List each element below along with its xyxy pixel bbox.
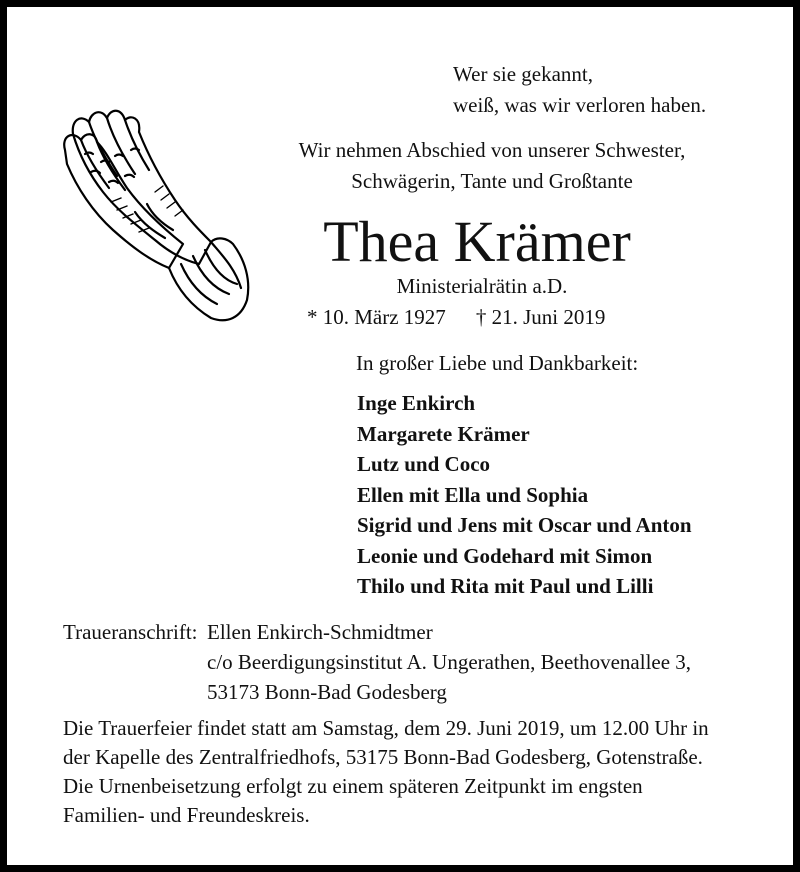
ceremony-line: Familien- und Freundeskreis. <box>63 803 310 827</box>
mourner-name: Inge Enkirch <box>357 391 476 415</box>
mourner-name: Lutz und Coco <box>357 452 491 476</box>
death-date: † 21. Juni 2019 <box>475 305 606 329</box>
gratitude-line: In großer Liebe und Dankbarkeit: <box>356 351 639 375</box>
ceremony-text <box>63 714 763 830</box>
ceremony-line: Die Urnenbeisetzung erfolgt zu einem späteren Zeitpunkt im engsten <box>63 774 643 798</box>
deceased-name: Thea Krämer <box>323 209 631 274</box>
ceremony-line: Die Trauerfeier findet statt am Samstag, dem 29. Juni 2019, um 12.00 Uhr in <box>63 716 709 740</box>
intro-line-2: Schwägerin, Tante und Großtante <box>351 169 633 193</box>
ceremony-line: der Kapelle des Zentralfriedhofs, 53175 Bonn-Bad Godesberg, Gotenstraße. <box>63 745 703 769</box>
mourner-name: Sigrid und Jens mit Oscar und Anton <box>357 513 692 537</box>
address-line-3: 53173 Bonn-Bad Godesberg <box>207 680 447 704</box>
mourner-name: Leonie und Godehard mit Simon <box>357 543 653 568</box>
life-dates <box>307 303 605 331</box>
quote-line-1: Wer sie gekannt, <box>453 62 594 86</box>
mourner-name: Margarete Krämer <box>357 421 530 446</box>
birth-date: * 10. März 1927 <box>307 305 446 329</box>
mourners-list <box>357 388 692 602</box>
deceased-title: Ministerialrätin a.D. <box>396 274 568 298</box>
mourner-name: Thilo und Rita mit Paul und Lilli <box>357 574 654 598</box>
intro-line-1: Wir nehmen Abschied von unserer Schwester, <box>298 138 686 162</box>
quote-line-2: weiß, was wir verloren haben. <box>453 93 707 117</box>
praying-hands-icon <box>51 92 251 327</box>
address-line-2: c/o Beerdigungsinstitut A. Ungerathen, Beethovenallee 3, <box>207 650 692 674</box>
address-label: Traueranschrift: <box>63 620 198 644</box>
address-line-1: Ellen Enkirch-Schmidtmer <box>207 620 433 644</box>
mourner-name: Ellen mit Ella und Sophia <box>357 482 589 507</box>
